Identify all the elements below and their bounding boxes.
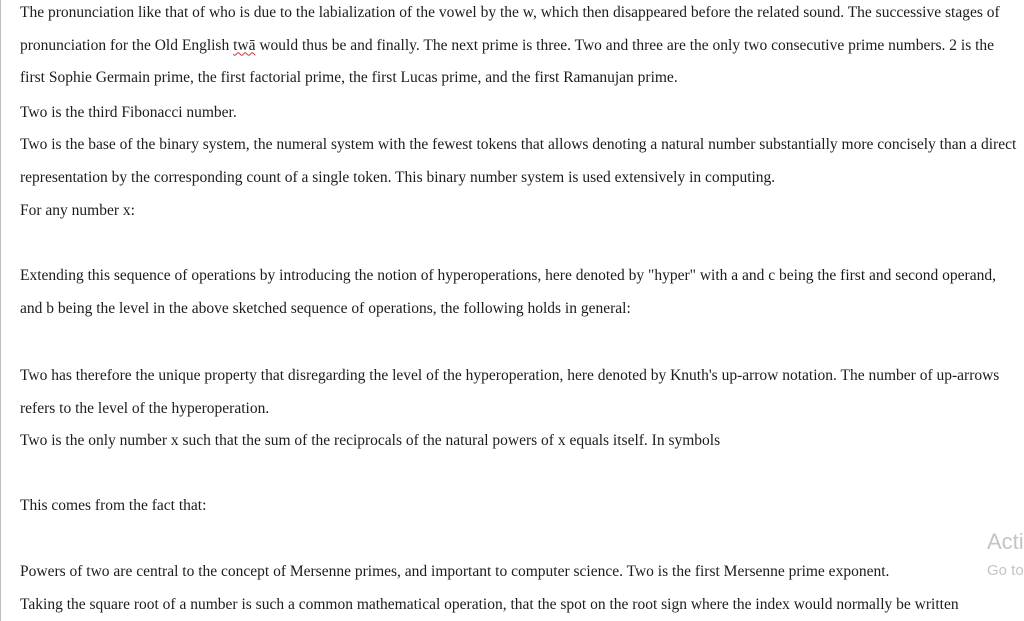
- paragraph-binary-system: Two is the base of the binary system, the numeral system with the fewest tokens that allows denoting a natural number substantially more concisely than a direct representation by the corresponding count of a single token. This binary number system is used extensively in computing.: [20, 136, 1017, 186]
- paragraph-pronunciation-text-after: would thus be and finally. The next prime is three. Two and three are the only two consecutive prime numbers. 2 is the first Sophie Germain prime, the first factorial prime, the first Lucas prime, and the first Ramanujan prime.: [20, 36, 995, 86]
- paragraph-any-number: For any number x:: [20, 202, 135, 219]
- paragraph-mersenne: Powers of two are central to the concept of Mersenne primes, and important to computer science. Two is the first Mersenne prime exponent.: [20, 563, 890, 580]
- paragraph-fact: This comes from the fact that:: [20, 497, 207, 514]
- paragraph-square-root: Taking the square root of a number is such a common mathematical operation, that the spot on the root sign where the index would normally be written: [20, 596, 959, 613]
- paragraph-pronunciation: [20, 0, 1020, 95]
- activation-watermark-title: Acti: [987, 529, 1024, 554]
- misspelled-word[interactable]: twā: [233, 36, 256, 54]
- activation-watermark-subtitle: Go to: [987, 562, 1024, 579]
- paragraph-reciprocals: Two is the only number x such that the sum of the reciprocals of the natural powers of x equals itself. In symbols: [20, 432, 721, 449]
- paragraph-unique-property: Two has therefore the unique property that disregarding the level of the hyperoperation, here denoted by Knuth's up-arrow notation. The number of up-arrows refers to the level of the hyperoperation.: [20, 367, 1000, 417]
- paragraph-fibonacci: Two is the third Fibonacci number.: [20, 104, 237, 121]
- paragraph-hyperoperations: Extending this sequence of operations by introducing the notion of hyperoperations, here denoted by "hyper" with a and c being the first and second operand, and b being the level in the above sketched sequence of operations, the following holds in general:: [20, 267, 996, 317]
- paragraph-pronunciation-text-before: The pronunciation like that of who is due to the labialization of the vowel by the w, which then disappeared before the related sound. The successive stages of pronunciation for the Old English: [20, 4, 1000, 54]
